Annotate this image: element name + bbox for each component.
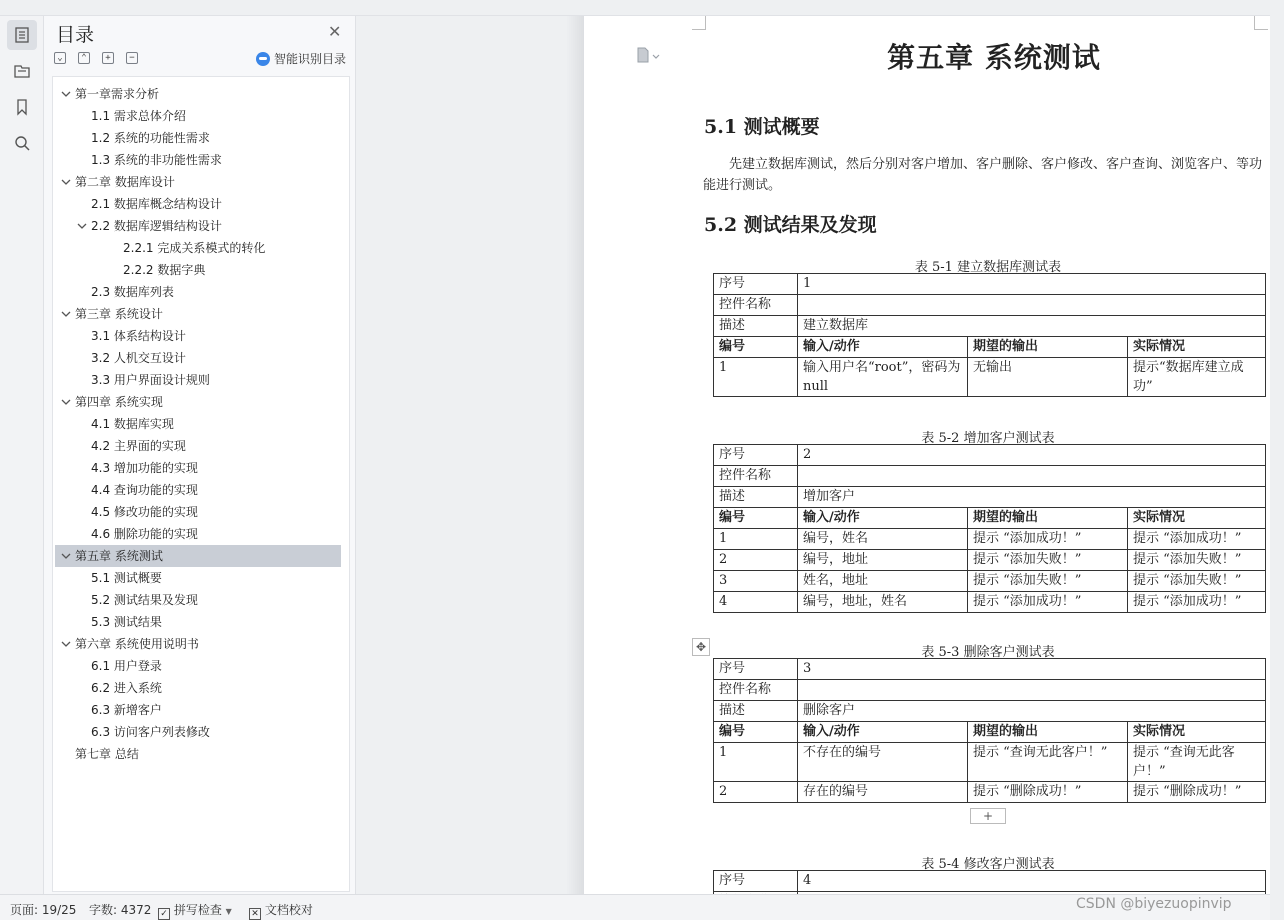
table-caption: 表 5-4 修改客户测试表 <box>921 857 1055 872</box>
toc-item-label: 3.3 用户界面设计规则 <box>91 373 210 387</box>
bookmark-button[interactable] <box>7 92 37 122</box>
chapter-title: 第五章 系统测试 <box>887 41 1101 74</box>
table-row <box>714 445 1266 466</box>
table-cell[interactable]: 编号，地址，姓名 <box>798 592 968 613</box>
toc-item-label: 2.3 数据库列表 <box>91 285 174 299</box>
toc-item-label: 5.2 测试结果及发现 <box>91 593 198 607</box>
toc-item-label: 6.1 用户登录 <box>91 659 162 673</box>
toc-item-label: 第五章 系统测试 <box>75 549 163 563</box>
margin-corner-marker <box>692 16 706 30</box>
toc-item[interactable] <box>55 545 341 567</box>
toc-item[interactable] <box>55 479 341 501</box>
table-cell[interactable]: 姓名，地址 <box>798 571 968 592</box>
toc-icon <box>13 26 31 44</box>
toc-item[interactable] <box>55 501 341 523</box>
toc-item-label: 4.6 删除功能的实现 <box>91 527 198 541</box>
toc-item[interactable] <box>55 457 341 479</box>
table-row <box>714 743 1266 782</box>
column-header: 输入/动作 <box>798 722 968 743</box>
toc-item-label: 2.2 数据库逻辑结构设计 <box>91 219 222 233</box>
toc-item[interactable] <box>55 369 341 391</box>
table-row <box>714 592 1266 613</box>
bookmark-icon <box>13 98 31 116</box>
table-cell[interactable]: 提示 “添加成功！” <box>968 529 1128 550</box>
toc-item-label: 第一章需求分析 <box>75 87 160 101</box>
table-move-icon[interactable]: ✥ <box>692 638 710 656</box>
table-cell[interactable]: 提示 “添加失败！” <box>968 550 1128 571</box>
search-icon <box>13 134 31 152</box>
smart-toc-label: 智能识别目录 <box>274 52 347 66</box>
table-cell[interactable]: 提示 “添加失败！” <box>968 571 1128 592</box>
toc-item[interactable] <box>55 413 341 435</box>
margin-corner-marker <box>1254 16 1268 30</box>
toc-item-label: 第七章 总结 <box>75 747 139 761</box>
add-row-button[interactable]: + <box>970 808 1006 824</box>
search-button[interactable] <box>7 128 37 158</box>
field-label: 描述 <box>714 487 798 508</box>
page-options-icon[interactable] <box>636 46 662 64</box>
expand-up-button[interactable]: ⌃ <box>78 52 90 64</box>
table-cell[interactable]: 提示 “添加成功！” <box>1128 529 1266 550</box>
table-cell[interactable]: 1 <box>714 358 798 397</box>
table-caption: 表 5-2 增加客户测试表 <box>921 431 1055 446</box>
proofread-icon: ✕ <box>249 908 261 920</box>
column-header: 实际情况 <box>1128 722 1266 743</box>
toc-item[interactable] <box>55 237 341 259</box>
table-cell[interactable]: 2 <box>714 782 798 803</box>
table-header-row <box>714 337 1266 358</box>
table-row <box>714 295 1266 316</box>
field-value[interactable] <box>798 466 1266 487</box>
column-header: 期望的输出 <box>968 722 1128 743</box>
toc-item[interactable] <box>55 743 341 765</box>
field-value[interactable]: 3 <box>798 659 1266 680</box>
table-row <box>714 466 1266 487</box>
table-cell[interactable]: 提示 “删除成功！” <box>1128 782 1266 803</box>
toc-item[interactable] <box>55 149 341 171</box>
remove-heading-button[interactable]: − <box>126 52 138 64</box>
folder-tree-icon <box>13 62 31 80</box>
toc-item-label: 4.1 数据库实现 <box>91 417 174 431</box>
close-icon[interactable]: ✕ <box>328 22 342 41</box>
toc-panel-button[interactable] <box>7 20 37 50</box>
toc-item-label: 4.5 修改功能的实现 <box>91 505 198 519</box>
toc-item[interactable] <box>55 83 341 105</box>
toc-list <box>52 76 350 892</box>
page-counter[interactable]: 页面: 19/25 <box>10 903 77 917</box>
field-value[interactable]: 增加客户 <box>798 487 1266 508</box>
add-heading-button[interactable]: + <box>102 52 114 64</box>
toc-item[interactable] <box>55 589 341 611</box>
table-cell[interactable]: 1 <box>714 529 798 550</box>
toc-item[interactable] <box>55 171 341 193</box>
toc-item[interactable] <box>55 259 341 281</box>
table-cell[interactable]: 编号，地址 <box>798 550 968 571</box>
toc-item[interactable] <box>55 699 341 721</box>
toc-item-label: 3.1 体系结构设计 <box>91 329 186 343</box>
field-label: 序号 <box>714 659 798 680</box>
field-label: 控件名称 <box>714 295 798 316</box>
smart-ai-icon <box>256 52 270 66</box>
table-cell[interactable]: 提示 “添加成功！” <box>968 592 1128 613</box>
field-value[interactable]: 4 <box>798 871 1266 892</box>
table-cell[interactable]: 不存在的编号 <box>798 743 968 782</box>
toc-item-label: 第三章 系统设计 <box>75 307 163 321</box>
table-row <box>714 550 1266 571</box>
table-cell[interactable]: 提示 “查询无此客户！” <box>1128 743 1266 782</box>
field-label: 序号 <box>714 871 798 892</box>
table-row <box>714 529 1266 550</box>
table-cell[interactable]: 提示 “添加成功！” <box>1128 592 1266 613</box>
table-cell[interactable]: 2 <box>714 550 798 571</box>
chapter-nav-button[interactable] <box>7 56 37 86</box>
toc-item[interactable] <box>55 655 341 677</box>
toc-item-label: 6.3 访问客户列表修改 <box>91 725 210 739</box>
table-header-row <box>714 722 1266 743</box>
field-label: 描述 <box>714 316 798 337</box>
field-label: 控件名称 <box>714 466 798 487</box>
field-value[interactable]: 删除客户 <box>798 701 1266 722</box>
table-cell[interactable]: 提示 “添加失败！” <box>1128 571 1266 592</box>
toc-item[interactable] <box>55 303 341 325</box>
toc-item-label: 6.2 进入系统 <box>91 681 162 695</box>
toc-item-label: 4.3 增加功能的实现 <box>91 461 198 475</box>
toc-item[interactable] <box>55 391 341 413</box>
table-caption: 表 5-1 建立数据库测试表 <box>914 260 1062 275</box>
table-cell[interactable]: 输入用户名“root”，密码为 null <box>798 358 968 397</box>
toc-item-label: 5.1 测试概要 <box>91 571 162 585</box>
toc-item-label: 4.2 主界面的实现 <box>91 439 186 453</box>
table-row <box>714 274 1266 295</box>
column-header: 编号 <box>714 337 798 358</box>
table-header-row <box>714 508 1266 529</box>
field-value[interactable]: 2 <box>798 445 1266 466</box>
section-heading-5-1: 5.1 测试概要 <box>704 116 820 138</box>
table-row <box>714 680 1266 701</box>
section-heading-5-2: 5.2 测试结果及发现 <box>704 214 877 236</box>
side-icon-rail <box>0 16 44 894</box>
workspace-background <box>356 16 584 894</box>
table-cell[interactable]: 4 <box>714 592 798 613</box>
column-header: 编号 <box>714 508 798 529</box>
toc-item[interactable] <box>55 435 341 457</box>
toc-item[interactable] <box>55 633 341 655</box>
table-row <box>714 871 1266 892</box>
field-value[interactable] <box>798 680 1266 701</box>
table-row <box>714 701 1266 722</box>
top-toolbar-strip <box>0 0 1270 16</box>
toc-item[interactable] <box>55 567 341 589</box>
toc-item[interactable] <box>55 281 341 303</box>
toc-item-label: 2.2.2 数据字典 <box>123 263 206 277</box>
page-shadow <box>566 16 584 894</box>
toc-item[interactable] <box>55 325 341 347</box>
toc-item-label: 6.3 新增客户 <box>91 703 162 717</box>
toc-item-label: 3.2 人机交互设计 <box>91 351 186 365</box>
test-table[interactable] <box>713 658 1266 803</box>
column-header: 输入/动作 <box>798 337 968 358</box>
toc-item[interactable] <box>55 677 341 699</box>
table-cell[interactable]: 3 <box>714 571 798 592</box>
toc-item[interactable] <box>55 721 341 743</box>
table-cell[interactable]: 提示 “查询无此客户！” <box>968 743 1128 782</box>
column-header: 期望的输出 <box>968 337 1128 358</box>
toc-item[interactable] <box>55 127 341 149</box>
spell-check-label: 拼写检查 <box>173 903 222 917</box>
panel-title: 目录 <box>56 24 95 46</box>
toc-item-label: 第六章 系统使用说明书 <box>75 637 199 651</box>
toc-item-label: 2.2.1 完成关系模式的转化 <box>123 241 266 255</box>
document-page[interactable] <box>584 16 1270 894</box>
field-value[interactable]: 1 <box>798 274 1266 295</box>
toc-item-label: 1.1 需求总体介绍 <box>91 109 186 123</box>
test-table[interactable] <box>713 444 1266 613</box>
table-cell[interactable]: 存在的编号 <box>798 782 968 803</box>
column-header: 实际情况 <box>1128 337 1266 358</box>
proofread-label: 文档校对 <box>264 903 313 917</box>
toc-item-label: 第四章 系统实现 <box>75 395 163 409</box>
table-cell[interactable]: 提示“数据库建立成功” <box>1128 358 1266 397</box>
toc-item-label: 第二章 数据库设计 <box>75 175 175 189</box>
toc-item-label: 1.3 系统的非功能性需求 <box>91 153 222 167</box>
collapse-all-button[interactable]: ⌄ <box>54 52 66 64</box>
table-row <box>714 487 1266 508</box>
test-table[interactable] <box>713 273 1266 397</box>
toc-item[interactable] <box>55 523 341 545</box>
column-header: 实际情况 <box>1128 508 1266 529</box>
toc-item[interactable] <box>55 611 341 633</box>
toc-item-label: 5.3 测试结果 <box>91 615 162 629</box>
toc-item[interactable] <box>55 105 341 127</box>
field-label: 序号 <box>714 445 798 466</box>
table-caption: 表 5-3 删除客户测试表 <box>921 645 1055 660</box>
toc-item[interactable] <box>55 215 341 237</box>
table-cell[interactable]: 提示 “删除成功！” <box>968 782 1128 803</box>
chevron-down-icon: ▼ <box>225 907 232 916</box>
toc-item[interactable] <box>55 193 341 215</box>
proofread-button[interactable] <box>249 901 313 920</box>
table-cell[interactable]: 编号，姓名 <box>798 529 968 550</box>
column-header: 编号 <box>714 722 798 743</box>
table-row <box>714 358 1266 397</box>
column-header: 期望的输出 <box>968 508 1128 529</box>
smart-toc-button[interactable] <box>256 50 346 67</box>
field-label: 描述 <box>714 701 798 722</box>
checkbox-icon: ✓ <box>158 908 170 920</box>
word-count[interactable]: 字数: 4372 <box>89 903 152 917</box>
watermark: CSDN @biyezuopinvip <box>1076 896 1232 912</box>
toc-item[interactable] <box>55 347 341 369</box>
toc-panel <box>44 16 356 894</box>
table-row <box>714 316 1266 337</box>
table-cell[interactable]: 1 <box>714 743 798 782</box>
field-label: 序号 <box>714 274 798 295</box>
field-value[interactable] <box>798 295 1266 316</box>
field-value[interactable]: 建立数据库 <box>798 316 1266 337</box>
table-row <box>714 659 1266 680</box>
body-paragraph: 先建立数据库测试，然后分别对客户增加、客户删除、客户修改、客户查询、浏览客户、等功能进行测试。 <box>703 157 1263 193</box>
spell-check-button[interactable] <box>158 901 232 920</box>
toc-item-label: 1.2 系统的功能性需求 <box>91 131 210 145</box>
table-row <box>714 782 1266 803</box>
toc-item-label: 2.1 数据库概念结构设计 <box>91 197 222 211</box>
toc-item-label: 4.4 查询功能的实现 <box>91 483 198 497</box>
field-label: 控件名称 <box>714 680 798 701</box>
column-header: 输入/动作 <box>798 508 968 529</box>
table-cell[interactable]: 提示 “添加失败！” <box>1128 550 1266 571</box>
table-cell[interactable]: 无输出 <box>968 358 1128 397</box>
table-row <box>714 571 1266 592</box>
